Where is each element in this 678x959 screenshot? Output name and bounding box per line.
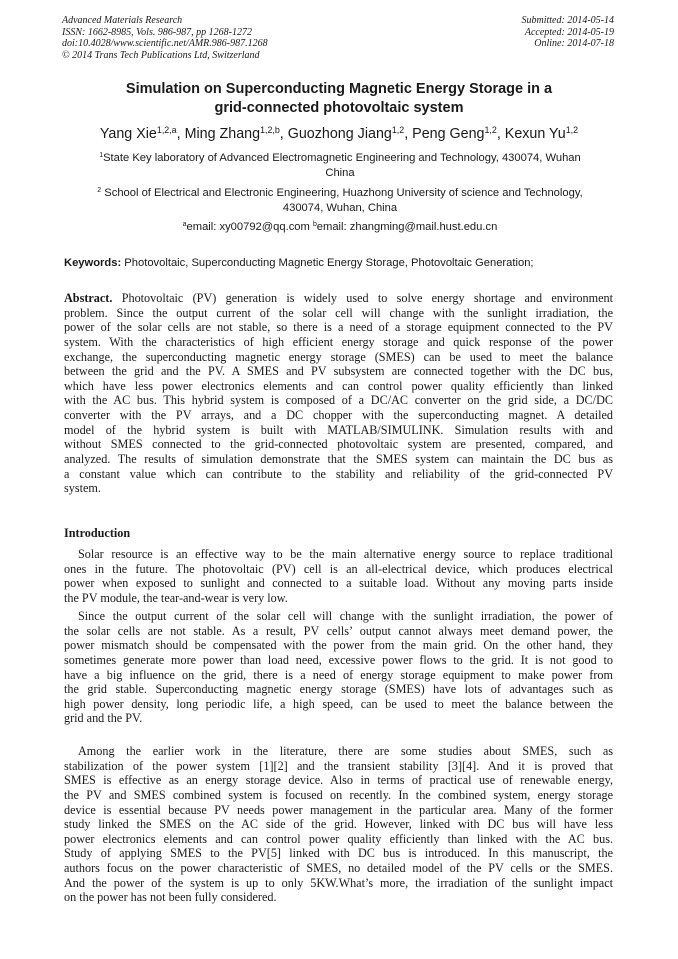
paragraph-line: stabilization of the power system [1][2] and the transient stability [3][4]. And it is proved that bbox=[64, 758, 613, 773]
abstract-line: system. With the characteristics of high efficient energy storage and quick response of the power bbox=[64, 334, 613, 349]
author-affiliation-mark: 1,2 bbox=[484, 125, 497, 136]
paragraph-line: Study of applying SMES to the PV[5] linked with DC bus is introduced. In this manuscript, the bbox=[64, 846, 613, 861]
author-affiliation-mark: 1,2,b bbox=[260, 125, 280, 136]
keywords-text: Photovoltaic, Superconducting Magnetic Energy Storage, Photovoltaic Generation; bbox=[121, 257, 534, 269]
affiliation-text: China bbox=[325, 167, 355, 179]
affiliation-text: State Key laboratory of Advanced Electromagnetic Engineering and Technology, 430074, Wuhan bbox=[103, 152, 581, 164]
abstract-label: Abstract. bbox=[64, 291, 113, 305]
abstract-line: exchange, the superconducting magnetic energy storage (SMES) can be used to meet the balance bbox=[64, 349, 613, 364]
affiliation-2 bbox=[64, 186, 616, 216]
author-affiliation-mark: 1,2 bbox=[391, 125, 405, 136]
email-link-b: email: zhangming@mail.hust.edu.cn bbox=[316, 221, 498, 233]
intro-paragraph-1 bbox=[64, 547, 613, 606]
author-separator: , bbox=[404, 126, 413, 142]
author-separator: , bbox=[176, 126, 185, 142]
abstract-line: without SMES connected to the grid-connected photovoltaic system are presented, compared, and bbox=[64, 437, 613, 452]
author-affiliation-mark: 1,2 bbox=[565, 125, 579, 136]
affiliation-mark: 2 bbox=[97, 187, 102, 195]
paragraph-line: the PV and SMES combined system is focused on recently. In the combined system, energy storage bbox=[64, 787, 613, 802]
abstract-line: model of the hybrid system is built with MATLAB/SIMULINK. Simulation results with and bbox=[64, 422, 613, 437]
paragraph-line: grid and the PV. bbox=[64, 711, 143, 726]
paragraph-line: Solar resource is an effective way to be the main alternative energy source to replace traditional bbox=[78, 547, 613, 561]
email-link-a: email: xy00792@qq.com bbox=[186, 221, 313, 233]
paragraph-line: device is essential because PV needs power management in the particular area. Many of the former bbox=[64, 802, 613, 817]
author-separator: , bbox=[496, 126, 505, 142]
intro-paragraph-2 bbox=[64, 609, 613, 726]
paragraph-line: Among the earlier work in the literature, there are some studies about SMES, such as bbox=[78, 744, 613, 758]
author-name: Kexun Yu bbox=[504, 126, 566, 142]
paragraph-line: power mismatch should be compensated with the power from the main grid. On the other hand, they bbox=[64, 638, 613, 653]
paragraph-line: power when exposed to sunlight and connected to a suitable load. Without any moving parts inside bbox=[64, 576, 613, 591]
paragraph-line: power electronics elements and can control power quality efficiently than linked with the AC bus. bbox=[64, 831, 613, 846]
paragraph-line: high power density, long periodic life, a high speed, can be used to meet the balance between the bbox=[64, 696, 613, 711]
paragraph-line: the PV module, the tear-and-wear is very low. bbox=[64, 590, 288, 605]
journal-issn: ISSN: 1662-8985, Vols. 986-987, pp 1268-1272 bbox=[62, 26, 252, 38]
abstract-line: with the AC bus. This hybrid system is composed of a DC/AC converter on the grid side, a DC/DC bbox=[64, 393, 613, 408]
affiliation-mark: 1 bbox=[99, 152, 104, 160]
abstract-line: converter with the PV arrays, and a DC chopper with the superconducting magnet. A detailed bbox=[64, 408, 613, 423]
online-date: Online: 2014-07-18 bbox=[534, 38, 614, 49]
journal-info bbox=[62, 15, 268, 61]
intro-paragraph-3 bbox=[64, 744, 613, 905]
author-name: Guozhong Jiang bbox=[287, 126, 392, 142]
journal-copyright: © 2014 Trans Tech Publications Ltd, Switzerland bbox=[62, 49, 260, 61]
paragraph-line: on the power has not been fully considered. bbox=[64, 890, 277, 905]
affiliation-1 bbox=[64, 151, 616, 181]
title-line: Simulation on Superconducting Magnetic Energy Storage in a bbox=[125, 81, 553, 97]
paragraph-line: SMES is effective as an energy storage device. Also in terms of practical use of renewable energy, bbox=[64, 773, 613, 788]
abstract bbox=[64, 291, 613, 496]
author-name: Ming Zhang bbox=[184, 126, 261, 142]
paragraph-line: the solar cells are not stable. As a result, PV cells’ output cannot always meet demand power, the bbox=[64, 623, 613, 638]
abstract-line: Photovoltaic (PV) generation is widely used to solve energy shortage and environment bbox=[112, 291, 613, 305]
keywords-label: Keywords: bbox=[64, 257, 122, 269]
journal-doi: doi:10.4028/www.scientific.net/AMR.986-987.1268 bbox=[62, 38, 268, 49]
abstract-line: between the grid and the PV. A SMES and PV subsystem are connected together with the DC bus, bbox=[64, 364, 613, 379]
paper-title bbox=[64, 80, 614, 117]
paragraph-line: And the power of the system is up to only 5KW.What’s more, the irradiation of the sunlight impact bbox=[64, 875, 613, 890]
author-list bbox=[40, 125, 638, 143]
submitted-date: Submitted: 2014-05-14 bbox=[521, 15, 614, 26]
paragraph-line: have a big influence on the grid, there is a need of energy storage equipment to make power from bbox=[64, 667, 613, 682]
affiliation-text: 430074, Wuhan, China bbox=[282, 202, 398, 214]
paragraph-line: authors focus on the power characteristic of SMES, no detailed model of the PV cells or the SMES. bbox=[64, 861, 613, 876]
author-affiliation-mark: 1,2,a bbox=[156, 125, 177, 136]
abstract-line: power of the solar cells are not stable, so there is a need of a storage equipment connected to the PV bbox=[64, 320, 613, 335]
abstract-line: system. bbox=[64, 481, 101, 496]
author-separator: , bbox=[279, 126, 288, 142]
email-mark: a bbox=[182, 221, 187, 229]
paragraph-line: the grid stable. Superconducting magnetic energy storage (SMES) have lots of advantages such as bbox=[64, 682, 613, 697]
abstract-line: a constant value which can contribute to the stability and reliability of the grid-connected PV bbox=[64, 466, 613, 481]
accepted-date: Accepted: 2014-05-19 bbox=[524, 26, 614, 38]
keywords bbox=[64, 256, 624, 271]
author-name: Yang Xie bbox=[99, 126, 157, 142]
email-mark: b bbox=[312, 221, 317, 229]
section-heading-introduction: Introduction bbox=[64, 526, 131, 540]
author-name: Peng Geng bbox=[412, 126, 485, 142]
title-line: grid-connected photovoltaic system bbox=[214, 99, 464, 116]
abstract-line: analyzed. The results of simulation demonstrate that the SMES system can maintain the DC bus as bbox=[64, 452, 613, 467]
paragraph-line: Since the output current of the solar cell will change with the sunlight irradiation, the power of bbox=[78, 609, 613, 623]
paragraph-line: study linked the SMES on the AC side of the grid. However, linked with DC bus will have less bbox=[64, 817, 613, 832]
paragraph-line: ones in the future. The photovoltaic (PV) cell is an all-electrical device, which produces electrical bbox=[64, 561, 613, 576]
abstract-line: which have less power electronics elements and can control power quality efficiently than linked bbox=[64, 378, 613, 393]
publication-dates bbox=[522, 15, 615, 50]
paragraph-line: sometimes generate more power than load need, excessive power flows to the grid. It is not good to bbox=[64, 652, 613, 667]
abstract-line: problem. Since the output current of the solar cell will change with the sunlight irradiation, the bbox=[64, 305, 613, 320]
journal-name: Advanced Materials Research bbox=[62, 15, 183, 26]
affiliation-text: School of Electrical and Electronic Engineering, Huazhong University of science and Technology, bbox=[101, 187, 583, 199]
author-emails bbox=[64, 220, 616, 235]
